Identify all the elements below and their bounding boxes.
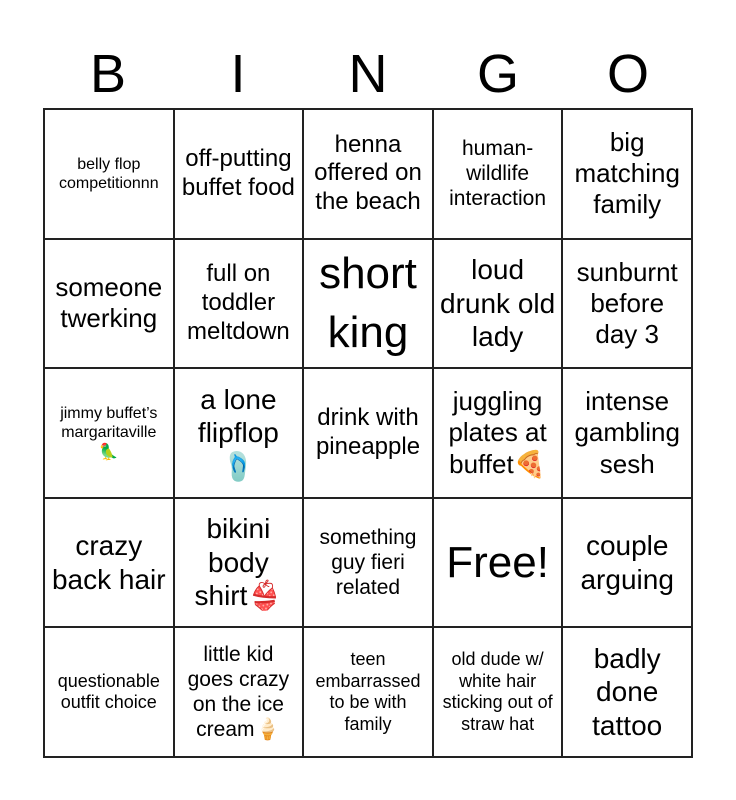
header-letter-i: I — [230, 44, 246, 104]
bingo-cell[interactable] — [303, 368, 433, 498]
cell-text: crazy back hair — [51, 530, 166, 595]
cell-text: teen embarrassed to be with family — [315, 649, 421, 734]
bingo-cell[interactable] — [562, 239, 692, 369]
bingo-cell[interactable] — [562, 627, 692, 757]
bingo-cell[interactable] — [303, 627, 433, 757]
bingo-header — [43, 40, 693, 108]
bingo-cell[interactable] — [174, 498, 304, 628]
cell-text: big matching family — [574, 127, 680, 220]
cell-text: sunburnt before day 3 — [576, 256, 678, 349]
cell-text: human-wildlife interaction — [449, 137, 547, 211]
cell-text: off-putting buffet food — [181, 145, 295, 201]
bingo-cell[interactable] — [44, 239, 174, 369]
cell-text: badly done tattoo — [592, 642, 663, 741]
bingo-cell[interactable] — [562, 498, 692, 628]
bingo-cell[interactable] — [44, 498, 174, 628]
bingo-cell[interactable] — [303, 109, 433, 239]
bingo-cell[interactable] — [562, 109, 692, 239]
cell-text: drink with pineapple — [315, 404, 421, 460]
cell-text: jimmy buffet’s margaritaville 🦜 — [60, 405, 158, 461]
cell-text: loud drunk old lady — [440, 254, 556, 353]
header-letter-b: B — [89, 44, 127, 104]
cell-text: Free! — [446, 537, 549, 587]
bingo-cell[interactable] — [174, 109, 304, 239]
cell-text: belly flop competitionnn — [58, 155, 159, 192]
cell-text: intense gambling sesh — [574, 386, 680, 479]
header-letter-g: G — [476, 44, 519, 104]
cell-text: someone twerking — [55, 272, 163, 334]
bingo-cell[interactable] — [433, 239, 563, 369]
bingo-cell[interactable] — [562, 368, 692, 498]
bingo-cell[interactable] — [174, 627, 304, 757]
bingo-cell[interactable] — [174, 239, 304, 369]
cell-text: full on toddler meltdown — [187, 260, 290, 345]
free-space[interactable] — [433, 498, 563, 628]
bingo-cell[interactable] — [433, 368, 563, 498]
bingo-cell[interactable] — [174, 368, 304, 498]
cell-text: juggling plates at buffet🍕 — [448, 386, 547, 479]
bingo-board — [43, 108, 693, 758]
bingo-cell[interactable] — [44, 109, 174, 239]
bingo-cell[interactable] — [433, 109, 563, 239]
header-letter-o: O — [606, 44, 649, 104]
cell-text: a lone flipflop 🩴 — [197, 383, 279, 482]
cell-text: old dude w/ white hair sticking out of straw hat — [442, 649, 553, 734]
bingo-cell[interactable] — [44, 627, 174, 757]
cell-text: bikini body shirt👙 — [194, 513, 283, 612]
cell-text: something guy fieri related — [319, 525, 417, 600]
header-letter-n: N — [348, 44, 388, 104]
cell-text: henna offered on the beach — [314, 130, 422, 216]
bingo-cell[interactable] — [303, 498, 433, 628]
cell-text: little kid goes crazy on the ice cream🍦 — [187, 642, 290, 742]
cell-text: short king — [319, 249, 417, 358]
bingo-cell[interactable] — [433, 627, 563, 757]
cell-text: questionable outfit choice — [57, 670, 160, 713]
cell-text: couple arguing — [580, 530, 674, 595]
bingo-cell[interactable] — [303, 239, 433, 369]
bingo-cell[interactable] — [44, 368, 174, 498]
